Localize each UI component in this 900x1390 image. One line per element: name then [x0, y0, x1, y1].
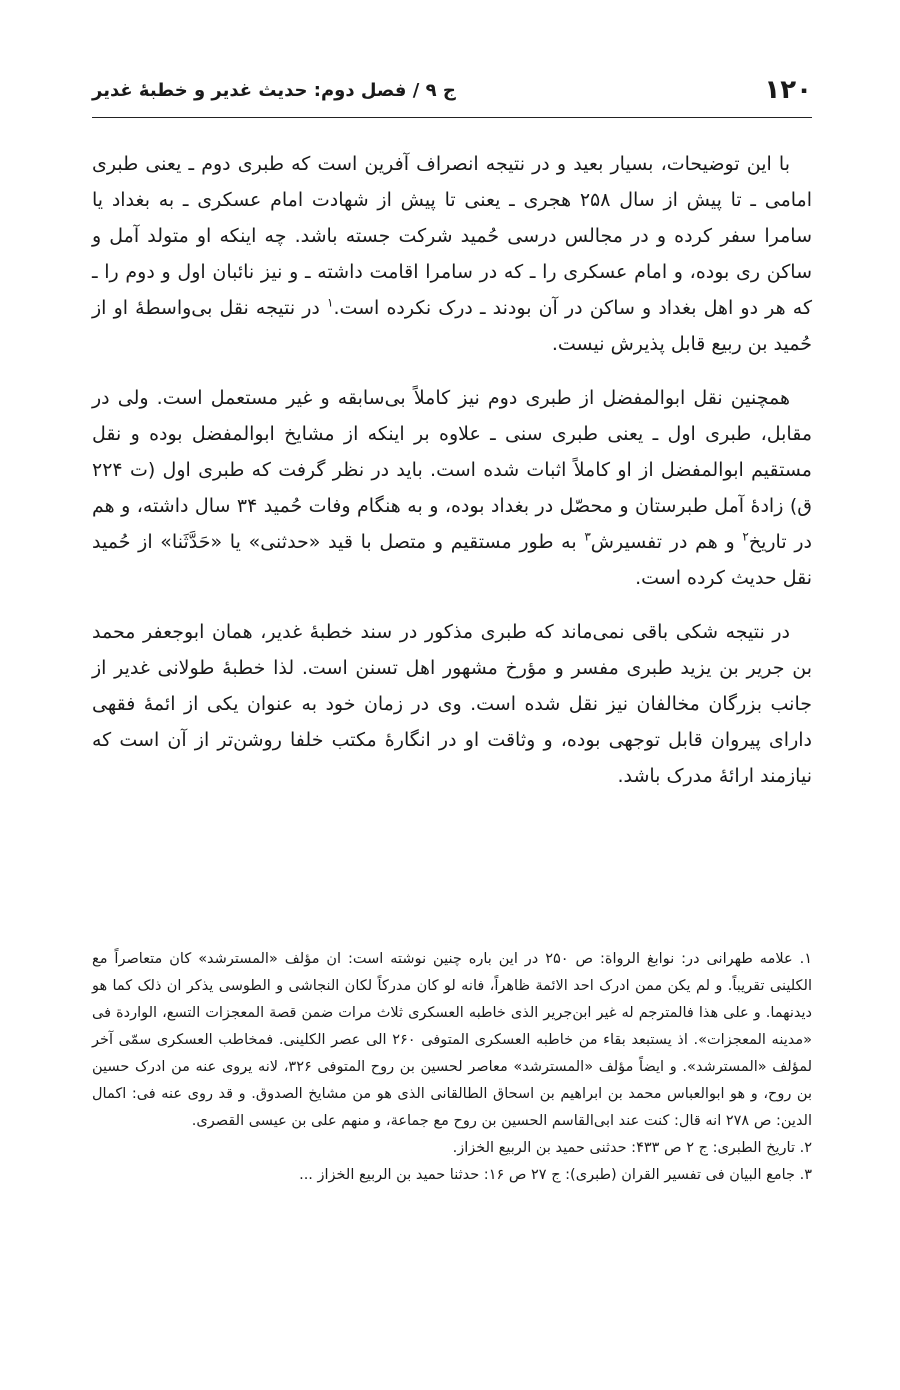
- paragraph-1-text: با این توضیحات، بسیار بعید و در نتیجه انصراف آفرین است که طبری دوم ـ یعنی طبری امامی ـ تا پیش از سال ۲۵۸ هجری ـ یعنی تا پیش از شهادت امام عسکری ـ به بغداد یا سامرا سفر کرده و در مجالس درسی حُمید شرکت جسته باشد. چه اینکه او متولد آمل و ساکن ری بوده، و امام عسکری را ـ که در سامرا اقامت داشته ـ و نیز نائبان اول و دوم را ـ که هر دو اهل بغداد و ساکن در آن بودند ـ درک نکرده است.: [92, 153, 812, 319]
- paragraph-3: [92, 614, 812, 794]
- header-rule: [92, 117, 812, 118]
- paragraph-2-text: همچنین نقل ابوالمفضل از طبری دوم نیز کاملاً بی‌سابقه و غیر مستعمل است. ولی در مقابل، طبری اول ـ یعنی طبری سنی ـ علاوه بر اینکه از مشایخ ابوالمفضل بوده و نقل مستقیم ابوالمفضل از او کاملاً اثبات شده است. باید در نظر گرفت که طبری اول (ت ۲۲۴ ق) زادهٔ آمل طبرستان و محصّل در بغداد بوده، و به هنگام وفات حُمید ۳۴ سال داشته، و هم در تاریخ: [92, 387, 812, 553]
- paragraph-1: [92, 146, 812, 362]
- paragraph-3-text: در نتیجه شکی باقی نمی‌ماند که طبری مذکور در سند خطبهٔ غدیر، همان ابوجعفر محمد بن جریر بن یزید طبری مفسر و مؤرخ مشهور اهل تسنن است. لذا خطبهٔ طولانی غدیر از جانب بزرگان مخالفان نیز نقل شده است. وی در زمان خود به عنوان یکی از ائمهٔ فقهی دارای پیروان قابل توجهی بوده، و وثاقت او در انگارهٔ مکتب خلفا روشن‌تر از آن است که نیازمند ارائهٔ مدرک باشد.: [92, 621, 812, 787]
- page-header: [92, 72, 812, 112]
- paragraph-2: [92, 380, 812, 596]
- footnote-ref-2[interactable]: ۲: [742, 529, 749, 544]
- footnote-2: ۲. تاریخ الطبری: ج ۲ ص ۴۳۳: حدثنی حمید بن الربیع الخزاز.: [452, 1140, 812, 1156]
- footnote-1: ۱. علامه طهرانی در: نوابغ الرواة: ص ۲۵۰ در این باره چنین نوشته است: ان مؤلف «المسترشد» کان متعاصراً مع الکلینی تقریباً. و لم یکن ممن ادرک احد الائمة ظاهراً، فانه لو کان مدرکاً لکان النجاشی و الطوسی یذکر ان ذلک کما هو دیدنهما. و علی هذا فالمترجم له غیر ابن‌جریر الذی خاطبه العسکری ثلاث مرات ضمن قصة المعجزات التسع، الواردة فی «مدینه المعجزات». اذ یستبعد بقاء من خاطبه العسکری المتوفی ۲۶۰ الی عصر الکلینی. فمخاطب العسکری سمّی آخر لمؤلف «المسترشد». و ایضاً مؤلف «المسترشد» معاصر لحسین بن روح المتوفی ۳۲۶، لانه یروی عنه من ادرک حسین بن روح، و هو ابوالعباس محمد بن ابراهیم بن اسحاق الطالقانی الذی هو من مشایخ الصدوق. و قد روی عنه فی: اکمال الدین: ص ۲۷۸ انه قال: کنت عند ابی‌القاسم الحسین بن روح مع جماعة، و منهم علی بن عیسی القصری.: [92, 951, 812, 1129]
- paragraph-1-text-end: در نتیجه نقل بی‌واسطهٔ او از حُمید بن ربیع قابل پذیرش نیست.: [92, 297, 812, 355]
- paragraph-2-text-mid: و هم در تفسیرش: [590, 531, 743, 553]
- running-head: ج ۹ / فصل دوم: حدیث غدیر و خطبهٔ غدیر: [92, 80, 456, 101]
- body-text: [92, 146, 812, 812]
- footnote-ref-3[interactable]: ۳: [584, 529, 591, 544]
- footnote-3: ۳. جامع البیان فی تفسیر القران (طبری): ج ۲۷ ص ۱۶: حدثنا حمید بن الربیع الخزاز ...: [299, 1167, 812, 1183]
- page-number: ۱۲۰: [764, 75, 812, 105]
- footnote-ref-1[interactable]: ۱: [326, 295, 334, 310]
- paragraph-2-text-end: به طور مستقیم و متصل با قید «حدثنی» یا «حَدَّثَنا» از حُمید نقل حدیث کرده است.: [92, 531, 812, 589]
- footnotes: [92, 946, 812, 1189]
